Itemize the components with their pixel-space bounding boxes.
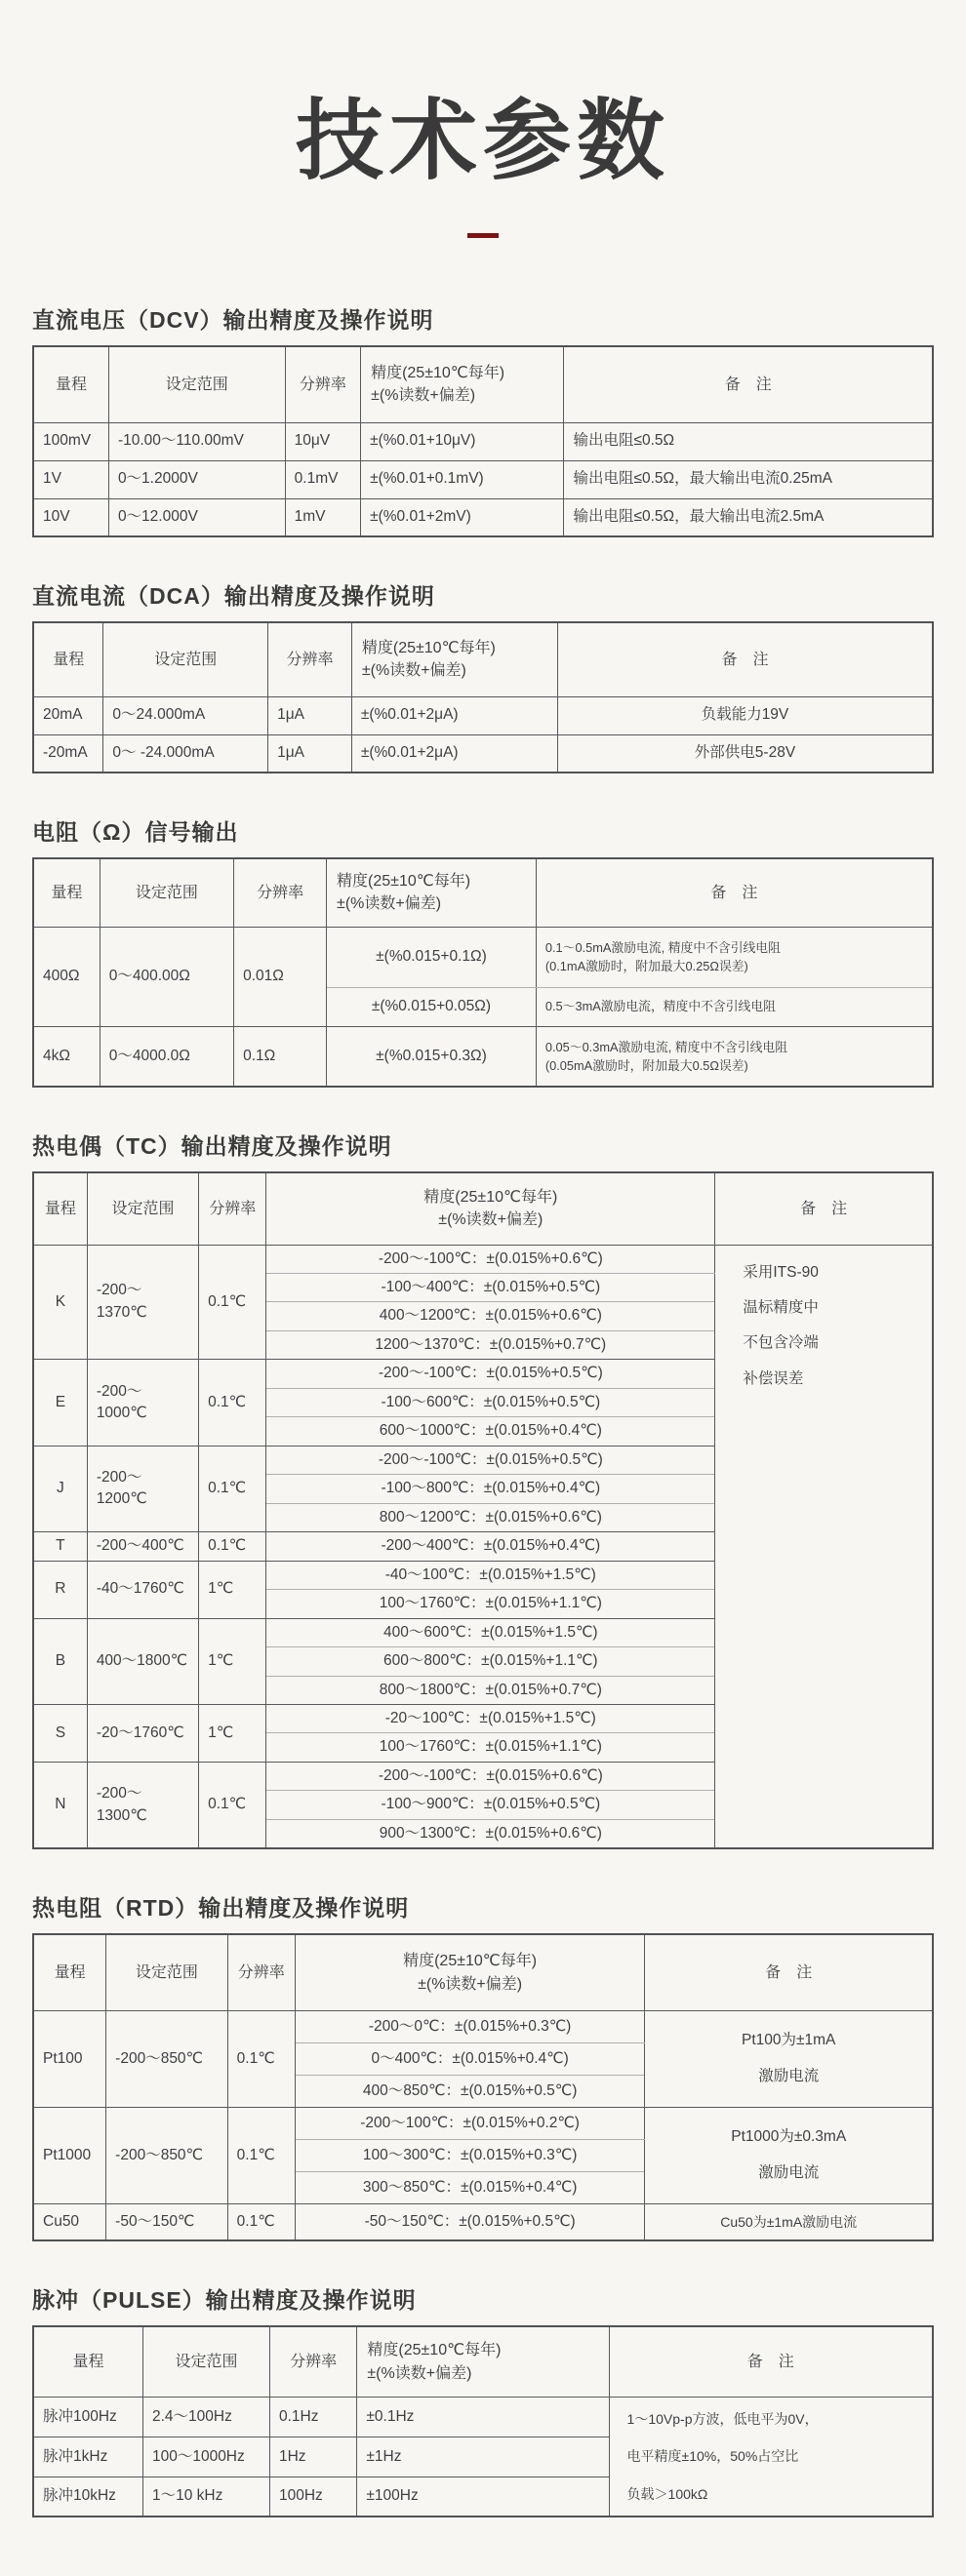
header-cell: 备 注 xyxy=(645,1934,933,2010)
cell: ±(%0.01+2mV) xyxy=(361,498,564,536)
cell: 20mA xyxy=(33,696,103,734)
cell: 0.05～0.3mA激励电流, 精度中不含引线电阻 (0.05mA激励时，附加最大0.5Ω误差) xyxy=(536,1026,933,1087)
cell: ±0.1Hz xyxy=(357,2397,609,2437)
cell: Cu50为±1mA激励电流 xyxy=(645,2203,933,2240)
cell: 脉冲10kHz xyxy=(33,2477,142,2517)
header-cell: 精度(25±10℃每年) ±(%读数+偏差) xyxy=(357,2326,609,2397)
cell: R xyxy=(33,1561,87,1618)
table-row xyxy=(33,2203,933,2240)
cell: ±(%0.01+2μA) xyxy=(351,696,557,734)
cell: 1V xyxy=(33,460,108,498)
rtd-spec-table xyxy=(32,1933,934,2241)
section-heading-dcv: 直流电压（DCV）输出精度及操作说明 xyxy=(32,307,434,333)
cell: Pt1000为±0.3mA 激励电流 xyxy=(645,2107,933,2203)
header-cell: 备 注 xyxy=(715,1172,933,1245)
table-row xyxy=(33,696,933,734)
cell: 0～12.000V xyxy=(108,498,285,536)
cell: 0.1℃ xyxy=(199,1446,266,1531)
cell: 100mV xyxy=(33,422,108,460)
cell: 0.01Ω xyxy=(234,927,327,1026)
header-cell: 设定范围 xyxy=(87,1172,198,1245)
cell: 1μA xyxy=(268,734,352,773)
cell: 100～300℃：±(0.015%+0.3℃) xyxy=(295,2139,645,2171)
cell: -100～800℃：±(0.015%+0.4℃) xyxy=(266,1475,715,1503)
header-cell: 设定范围 xyxy=(100,858,233,927)
cell: 2.4～100Hz xyxy=(142,2397,269,2437)
cell: -200～1300℃ xyxy=(87,1762,198,1848)
cell: -50～150℃：±(0.015%+0.5℃) xyxy=(295,2203,645,2240)
table-header-row xyxy=(33,858,933,927)
header-cell: 精度(25±10℃每年) ±(%读数+偏差) xyxy=(361,346,564,422)
cell: 1200～1370℃：±(0.015%+0.7℃) xyxy=(266,1330,715,1359)
cell: 负载能力19V xyxy=(557,696,933,734)
cell: Cu50 xyxy=(33,2203,106,2240)
cell: 脉冲1kHz xyxy=(33,2437,142,2477)
table-row xyxy=(33,1245,933,1273)
cell: ±(%0.01+10μV) xyxy=(361,422,564,460)
table-row xyxy=(33,734,933,773)
cell: 输出电阻≤0.5Ω，最大输出电流0.25mA xyxy=(564,460,933,498)
cell: ±(%0.015+0.05Ω) xyxy=(327,987,537,1026)
cell: 0～400.00Ω xyxy=(100,927,233,1026)
cell: 0.1℃ xyxy=(199,1245,266,1360)
cell: -50～150℃ xyxy=(106,2203,227,2240)
header-cell: 设定范围 xyxy=(142,2326,269,2397)
cell: -200～400℃：±(0.015%+0.4℃) xyxy=(266,1532,715,1561)
header-cell: 量程 xyxy=(33,858,100,927)
cell: 400～1200℃：±(0.015%+0.6℃) xyxy=(266,1302,715,1330)
cell: 800～1800℃：±(0.015%+0.7℃) xyxy=(266,1676,715,1704)
header-cell: 分辨率 xyxy=(285,346,360,422)
cell: -200～100℃：±(0.015%+0.2℃) xyxy=(295,2107,645,2139)
table-header-row xyxy=(33,346,933,422)
cell: 采用ITS-90 温标精度中 不包含冷端 补偿误差 xyxy=(715,1245,933,1848)
cell: Pt100为±1mA 激励电流 xyxy=(645,2010,933,2107)
section-rtd xyxy=(32,1890,934,2241)
cell: S xyxy=(33,1705,87,1763)
cell: 10μV xyxy=(285,422,360,460)
cell: 1℃ xyxy=(199,1618,266,1704)
cell: 0.1℃ xyxy=(227,2203,295,2240)
header-cell: 量程 xyxy=(33,1934,106,2010)
cell: -20～1760℃ xyxy=(87,1705,198,1763)
header-cell: 量程 xyxy=(33,346,108,422)
cell: -200～0℃：±(0.015%+0.3℃) xyxy=(295,2010,645,2042)
cell: -200～1000℃ xyxy=(87,1360,198,1446)
cell: ±(%0.015+0.3Ω) xyxy=(327,1026,537,1087)
cell: -200～-100℃：±(0.015%+0.5℃) xyxy=(266,1360,715,1388)
header-cell: 分辨率 xyxy=(269,2326,356,2397)
cell: 0.1℃ xyxy=(227,2107,295,2203)
cell: 400～850℃：±(0.015%+0.5℃) xyxy=(295,2075,645,2107)
cell: 0.5～3mA激励电流，精度中不含引线电阻 xyxy=(536,987,933,1026)
header-cell: 量程 xyxy=(33,1172,87,1245)
section-resistance xyxy=(32,814,934,1088)
header-cell: 备 注 xyxy=(564,346,933,422)
table-header-row xyxy=(33,1934,933,2010)
section-dca xyxy=(32,578,934,773)
table-row xyxy=(33,2010,933,2042)
cell: -200～400℃ xyxy=(87,1532,198,1561)
cell: 0～24.000mA xyxy=(103,696,268,734)
table-row xyxy=(33,498,933,536)
cell: -40～1760℃ xyxy=(87,1561,198,1618)
cell: 600～800℃：±(0.015%+1.1℃) xyxy=(266,1647,715,1676)
section-pulse xyxy=(32,2282,934,2517)
cell: -20mA xyxy=(33,734,103,773)
dcv-spec-table xyxy=(32,345,934,537)
cell: -40～100℃：±(0.015%+1.5℃) xyxy=(266,1561,715,1589)
cell: 0.1℃ xyxy=(199,1532,266,1561)
dca-spec-table xyxy=(32,621,934,773)
table-row xyxy=(33,2397,933,2437)
section-heading-pulse: 脉冲（PULSE）输出精度及操作说明 xyxy=(32,2287,417,2314)
cell: 0.1℃ xyxy=(227,2010,295,2107)
cell: 400～1800℃ xyxy=(87,1618,198,1704)
cell: -200～850℃ xyxy=(106,2010,227,2107)
table-row xyxy=(33,1026,933,1087)
cell: -200～-100℃：±(0.015%+0.5℃) xyxy=(266,1446,715,1474)
table-header-row xyxy=(33,1172,933,1245)
header-cell: 量程 xyxy=(33,622,103,696)
header-cell: 设定范围 xyxy=(108,346,285,422)
cell: B xyxy=(33,1618,87,1704)
thermocouple-spec-table xyxy=(32,1171,934,1849)
cell: 0～4000.0Ω xyxy=(100,1026,233,1087)
header-cell: 精度(25±10℃每年) ±(%读数+偏差) xyxy=(327,858,537,927)
cell: Pt1000 xyxy=(33,2107,106,2203)
cell: -200～-100℃：±(0.015%+0.6℃) xyxy=(266,1762,715,1790)
header-cell: 分辨率 xyxy=(268,622,352,696)
cell: 输出电阻≤0.5Ω，最大输出电流2.5mA xyxy=(564,498,933,536)
cell: -100～600℃：±(0.015%+0.5℃) xyxy=(266,1388,715,1416)
cell: K xyxy=(33,1245,87,1360)
header-cell: 备 注 xyxy=(557,622,933,696)
spec-sections xyxy=(32,302,934,2517)
cell: 1mV xyxy=(285,498,360,536)
cell: -200～-100℃：±(0.015%+0.6℃) xyxy=(266,1245,715,1273)
cell: 4kΩ xyxy=(33,1026,100,1087)
cell: 0～1.2000V xyxy=(108,460,285,498)
cell: 0.1℃ xyxy=(199,1762,266,1848)
header-cell: 设定范围 xyxy=(106,1934,227,2010)
header-cell: 分辨率 xyxy=(227,1934,295,2010)
header-cell: 分辨率 xyxy=(199,1172,266,1245)
cell: ±(%0.01+0.1mV) xyxy=(361,460,564,498)
cell: -200～1370℃ xyxy=(87,1245,198,1360)
cell: 外部供电5-28V xyxy=(557,734,933,773)
cell: -200～1200℃ xyxy=(87,1446,198,1531)
header-cell: 精度(25±10℃每年) ±(%读数+偏差) xyxy=(266,1172,715,1245)
cell: 脉冲100Hz xyxy=(33,2397,142,2437)
section-thermocouple xyxy=(32,1129,934,1849)
cell: 输出电阻≤0.5Ω xyxy=(564,422,933,460)
header-cell: 量程 xyxy=(33,2326,142,2397)
header-cell: 精度(25±10℃每年) ±(%读数+偏差) xyxy=(295,1934,645,2010)
cell: -10.00～110.00mV xyxy=(108,422,285,460)
cell: 900～1300℃：±(0.015%+0.6℃) xyxy=(266,1819,715,1848)
section-heading-dca: 直流电流（DCA）输出精度及操作说明 xyxy=(32,583,435,609)
cell: ±(%0.01+2μA) xyxy=(351,734,557,773)
header-cell: 精度(25±10℃每年) ±(%读数+偏差) xyxy=(351,622,557,696)
section-heading-rtd: 热电阻（RTD）输出精度及操作说明 xyxy=(32,1895,410,1922)
cell: -20～100℃：±(0.015%+1.5℃) xyxy=(266,1705,715,1733)
header-cell: 备 注 xyxy=(609,2326,933,2397)
cell: 100～1760℃：±(0.015%+1.1℃) xyxy=(266,1733,715,1762)
cell: 400Ω xyxy=(33,927,100,1026)
header-cell: 备 注 xyxy=(536,858,933,927)
cell: T xyxy=(33,1532,87,1561)
section-heading-resistance: 电阻（Ω）信号输出 xyxy=(32,819,239,845)
cell: -200～850℃ xyxy=(106,2107,227,2203)
pulse-spec-table xyxy=(32,2325,934,2517)
cell: -100～900℃：±(0.015%+0.5℃) xyxy=(266,1791,715,1819)
cell: 1Hz xyxy=(269,2437,356,2477)
cell: 0.1mV xyxy=(285,460,360,498)
cell: 1℃ xyxy=(199,1561,266,1618)
cell: 600～1000℃：±(0.015%+0.4℃) xyxy=(266,1417,715,1446)
page-title: 技术参数 xyxy=(296,93,670,190)
cell: ±1Hz xyxy=(357,2437,609,2477)
cell: 0.1Hz xyxy=(269,2397,356,2437)
cell: 100～1760℃：±(0.015%+1.1℃) xyxy=(266,1590,715,1618)
cell: 1～10 kHz xyxy=(142,2477,269,2517)
table-row xyxy=(33,460,933,498)
cell: 300～850℃：±(0.015%+0.4℃) xyxy=(295,2171,645,2203)
cell: 1～10Vp-p方波，低电平为0V， 电平精度±10%，50%占空比 负载＞100kΩ xyxy=(609,2397,933,2517)
cell: Pt100 xyxy=(33,2010,106,2107)
cell: 0.1～0.5mA激励电流, 精度中不含引线电阻 (0.1mA激励时，附加最大0.25Ω误差) xyxy=(536,927,933,987)
cell: 10V xyxy=(33,498,108,536)
section-dcv xyxy=(32,302,934,537)
cell: 1μA xyxy=(268,696,352,734)
cell: ±100Hz xyxy=(357,2477,609,2517)
table-row xyxy=(33,422,933,460)
cell: 100Hz xyxy=(269,2477,356,2517)
header-cell: 分辨率 xyxy=(234,858,327,927)
cell: 100～1000Hz xyxy=(142,2437,269,2477)
table-row xyxy=(33,927,933,987)
cell: ±(%0.015+0.1Ω) xyxy=(327,927,537,987)
cell: 800～1200℃：±(0.015%+0.6℃) xyxy=(266,1503,715,1531)
section-heading-thermocouple: 热电偶（TC）输出精度及操作说明 xyxy=(32,1133,392,1159)
cell: E xyxy=(33,1360,87,1446)
cell: 1℃ xyxy=(199,1705,266,1763)
header-cell: 设定范围 xyxy=(103,622,268,696)
cell: 0～ -24.000mA xyxy=(103,734,268,773)
table-row xyxy=(33,2107,933,2139)
resistance-spec-table xyxy=(32,857,934,1088)
table-header-row xyxy=(33,622,933,696)
table-header-row xyxy=(33,2326,933,2397)
cell: J xyxy=(33,1446,87,1531)
cell: 400～600℃：±(0.015%+1.5℃) xyxy=(266,1618,715,1646)
cell: N xyxy=(33,1762,87,1848)
cell: 0～400℃：±(0.015%+0.4℃) xyxy=(295,2042,645,2075)
title-accent-dash xyxy=(467,233,499,238)
cell: -100～400℃：±(0.015%+0.5℃) xyxy=(266,1273,715,1301)
cell: 0.1℃ xyxy=(199,1360,266,1446)
cell: 0.1Ω xyxy=(234,1026,327,1087)
